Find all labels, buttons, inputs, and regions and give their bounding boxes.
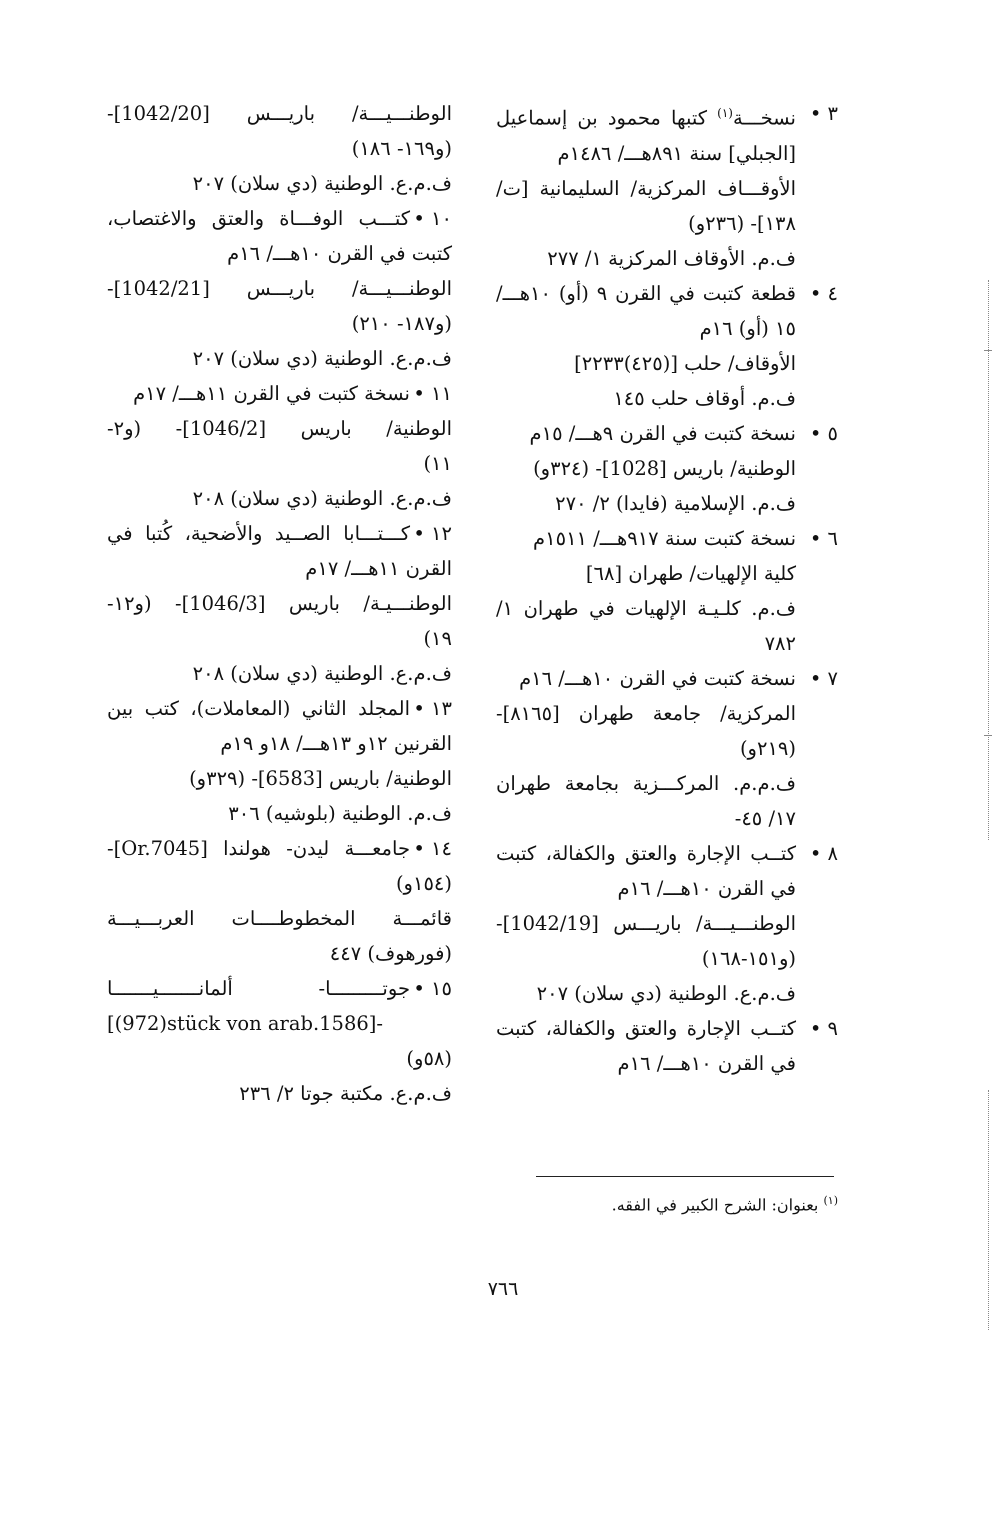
entry-line: ١٧/ ٤٥-	[734, 806, 796, 830]
entry-line: في القرن ١٠هـــ/ ١٦م	[617, 876, 796, 900]
entry-line: ف.م. الأوقاف المركزية ١/ ٢٧٧	[547, 246, 796, 270]
entry-line: الوطنية/ باريس [6583]- (٣٢٩و)	[189, 767, 452, 790]
entry-number: ٧ •	[809, 666, 838, 690]
left-column	[107, 96, 452, 1111]
entry-line: ف.م.ع. الوطنية (دي سلان) ٢٠٨	[192, 662, 452, 685]
list-item	[496, 661, 838, 836]
entry-line: قطعة كتبت في القرن ٩ (أو) ١٠هـــ/	[496, 281, 796, 305]
entry-line: الوطنية/ باريس [1046/2]- (و٢-	[107, 417, 453, 440]
entry-line: ١٥ (أو) ١٦م	[699, 316, 796, 340]
entry-line: كلية الإلهيات/ طهران [٦٨]	[585, 561, 796, 585]
entry-line: قائمـــة المخطوطــــات العربـــيـــة	[107, 907, 452, 930]
entry-line: ٧٨٢	[764, 631, 796, 655]
entry-number: ٩ •	[809, 1016, 838, 1040]
entry-line: ١١)	[423, 452, 452, 475]
list-item	[107, 831, 452, 866]
list-item	[496, 416, 838, 521]
footnote-marker: (١)	[823, 1194, 838, 1207]
entry-line: ف.م. الإسلامية (فايدا) ٢/ ٢٧٠	[555, 491, 796, 515]
margin-tick	[984, 735, 992, 736]
entry-number: ١١ •	[413, 382, 452, 405]
entry-line: نسخـــة$^{(١)}$ كتبها محمود بن إسماعيل	[496, 106, 796, 130]
entry-line: كـــتـــابا الصــيد والأضحية، كُتبا في	[107, 522, 410, 545]
page-number: ٧٦٦	[487, 1278, 519, 1300]
entry-line: ف.م. أوقاف حلب ١٤٥	[613, 386, 796, 410]
list-item	[496, 276, 838, 416]
entry-number: ١٥ •	[413, 977, 452, 1000]
margin-line	[988, 1090, 990, 1330]
entry-line: جامعـــة ليدن- هولندا [Or.7045]-	[107, 837, 410, 860]
entry-line: ف.م.ع. الوطنية (دي سلان) ٢٠٧	[536, 981, 796, 1005]
entry-line: (و١٥١-١٦٨)	[701, 946, 796, 970]
list-item	[107, 691, 452, 726]
entry-line: نسخة كتبت سنة ٩١٧هـــ/ ١٥١١م	[533, 526, 796, 550]
entry-line: (فورهوف) ٤٤٧	[329, 942, 452, 965]
entry-line: [(972)stück von arab.1586]-	[107, 1012, 383, 1035]
entry-number: ١٤ •	[413, 837, 452, 860]
entry-line: ١٩)	[423, 627, 452, 650]
entry-line: كتبت في القرن ١٠هـــ/ ١٦م	[227, 242, 452, 265]
entry-line: (و١٨٧- ٢١٠)	[351, 312, 452, 335]
entry-number: ١٠ •	[413, 207, 452, 230]
entry-line: الوطنـــيـــة/ باريـــس [1042/20]-	[107, 102, 452, 125]
entry-line: (٢١٩و)	[739, 736, 796, 760]
entry-line: الوطنـــيـة/ باريس [1046/3]- (و١٢-	[107, 592, 452, 615]
entry-line: الوطنـــيـــة/ باريـــس [1042/19]-	[496, 911, 796, 935]
entry-number: ٤ •	[809, 281, 838, 305]
entry-line: كتــب الإجارة والعتق والكفالة، كتبت	[496, 841, 796, 865]
entry-line: الأوقـــاف المركزية/ السليمانية [ت/	[496, 176, 796, 200]
entry-line: ١٣٨]- (٢٣٦و)	[688, 211, 796, 235]
footnote-rule	[536, 1176, 834, 1177]
entry-line: نسخة كتبت في القرن ١١هـــ/ ١٧م	[133, 382, 410, 405]
list-item	[107, 516, 452, 551]
entry-line: الوطنية/ باريس [1028]- (٣٢٤و)	[533, 456, 796, 480]
list-item	[496, 96, 838, 276]
entry-line: ف.م.م. المركـــزية بجامعة طهران	[496, 771, 796, 795]
entry-line: (و١٦٩- ١٨٦)	[351, 137, 452, 160]
entry-line: ف.م.ع. الوطنية (دي سلان) ٢٠٧	[192, 172, 452, 195]
right-column	[496, 96, 838, 1081]
list-item	[107, 201, 452, 236]
entry-line: الأوقاف/ حلب [(٤٢٥)٢٢٣٣]	[574, 351, 796, 375]
entry-line: ف.م. الوطنية (بلوشيه) ٣٠٦	[228, 802, 452, 825]
entry-line: ف.م. كلـيـة الإلهيات في طهران ١/	[496, 596, 796, 620]
entry-number: ٥ •	[809, 421, 838, 445]
entry-line: القرنين ١٢و ١٣هـــ/ ١٨و ١٩م	[220, 732, 452, 755]
entry-line: [الجبلي] سنة ٨٩١هـــ/ ١٤٨٦م	[557, 141, 796, 165]
list-item	[107, 971, 452, 1006]
entry-line: المجلد الثاني (المعاملات)، كتب بين	[107, 697, 410, 720]
entry-line: (١٥٤و)	[395, 872, 452, 895]
entry-line: ف.م.ع. الوطنية (دي سلان) ٢٠٨	[192, 487, 452, 510]
list-item	[107, 376, 452, 411]
footnote	[536, 1188, 838, 1218]
entry-number: ٨ •	[809, 841, 838, 865]
entry-line: القرن ١١هـــ/ ١٧م	[305, 557, 452, 580]
entry-line: كتـــب الوفـــاة والعتق والاغتصاب،	[107, 207, 410, 230]
footnote-marker: (١)	[717, 106, 733, 120]
entry-line: نسخة كتبت في القرن ٩هـــ/ ١٥م	[529, 421, 796, 445]
entry-line: في القرن ١٠هـــ/ ١٦م	[617, 1051, 796, 1075]
margin-line	[988, 280, 990, 840]
entry-line: كتــب الإجارة والعتق والكفالة، كتبت	[496, 1016, 796, 1040]
footnote-text: بعنوان: الشرح الكبير في الفقه.	[611, 1195, 819, 1215]
entry-line: الوطنـــيـــة/ باريـــس [1042/21]-	[107, 277, 452, 300]
list-item	[496, 1011, 838, 1081]
entry-line: ف.م.ع. مكتبة جوتا ٢/ ٢٣٦	[239, 1082, 452, 1105]
entry-line: نسخة كتبت في القرن ١٠هـــ/ ١٦م	[519, 666, 796, 690]
list-item	[496, 521, 838, 661]
entry-number: ٣ •	[809, 102, 838, 125]
entry-number: ١٢ •	[413, 522, 452, 545]
entry-number: ١٣ •	[413, 697, 452, 720]
entry-number: ٦ •	[809, 526, 838, 550]
entry-line: المركزية/ جامعة طهران [٨١٦٥]-	[496, 701, 796, 725]
entry-line: ف.م.ع. الوطنية (دي سلان) ٢٠٧	[192, 347, 452, 370]
margin-tick	[984, 350, 992, 351]
entry-line: جوتـــــــــا- ألمانـــــــيـــــــا	[107, 977, 410, 1000]
entry-line: (٥٨و)	[406, 1047, 452, 1070]
list-item	[496, 836, 838, 1011]
